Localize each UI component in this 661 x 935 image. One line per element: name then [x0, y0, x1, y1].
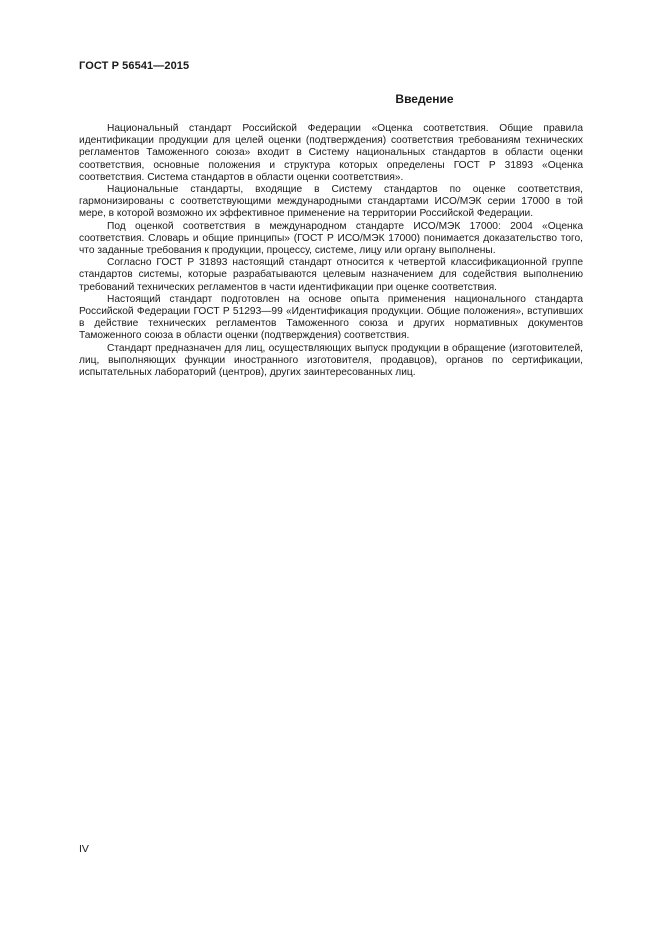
section-title: Введение: [395, 92, 454, 106]
paragraph-5: Настоящий стандарт подготовлен на основе опыта применения национального стандарта Российской Федерации ГОСТ Р 51293—99 «Идентификация продукции. Общие положения», вступивших в действие технических регламентов Таможенного союза и других нормативных документов Таможенного союза в области оценки (подтверждения) соответствия.: [79, 293, 583, 342]
paragraph-4: Согласно ГОСТ Р 31893 настоящий стандарт относится к четвертой классификационной группе стандартов системы, которые разрабатываются целевым назначением для содействия выполнению требований технических регламентов в части идентификации при оценке соответствия.: [79, 257, 583, 293]
paragraph-6: Стандарт предназначен для лиц, осуществляющих выпуск продукции в обращение (изготовителей, лиц, выполняющих функции иностранного изготовителя, продавцов), органов по сертификации, испытательных лабораторий (центров), других заинтересованных лиц.: [79, 342, 583, 379]
paragraph-2: Национальные стандарты, входящие в Систему стандартов по оценке соответствия, гармонизированы с соответствующими международными стандартами ИСО/МЭК серии 17000 в той мере, в которой возможно их эффективное применение на территории Российской Федерации.: [79, 184, 583, 220]
paragraph-1: Национальный стандарт Российской Федерации «Оценка соответствия. Общие правила идентификации продукции для целей оценки (подтверждения) соответствия требованиям технических регламентов Таможенного союза» входит в Систему национальных стандартов в области оценки соответствия, основные положения и структура которых определены ГОСТ Р 31893 «Оценка соответствия. Система стандартов в области оценки соответствия».: [79, 123, 583, 183]
introduction-body: [79, 123, 583, 379]
page-number: IV: [79, 843, 89, 855]
document-code-header: ГОСТ Р 56541—2015: [79, 60, 190, 72]
paragraph-3: Под оценкой соответствия в международном стандарте ИСО/МЭК 17000: 2004 «Оценка соответствия. Словарь и общие принципы» (ГОСТ Р ИСО/МЭК 17000) понимается доказательство того, что заданные требования к продукции, процессу, системе, лицу или органу выполнены.: [79, 220, 583, 257]
